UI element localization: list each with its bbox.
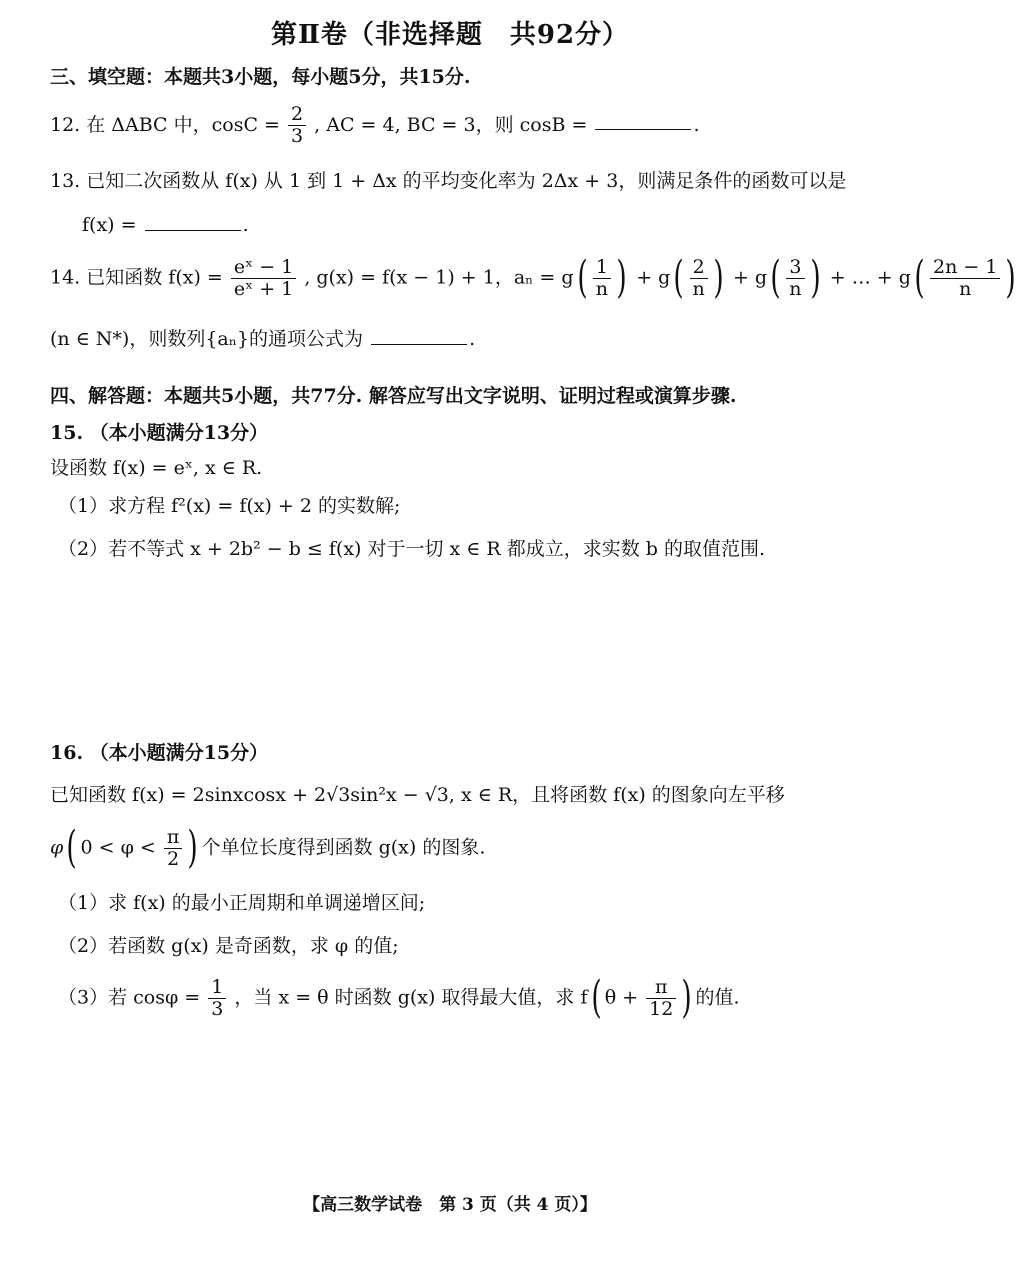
q14-frac-1-den: n bbox=[595, 277, 608, 300]
q16-heading: 16. （本小题满分15分） bbox=[50, 742, 269, 764]
q16-stem-line2-post: 个单位长度得到函数 g(x) 的图象. bbox=[201, 836, 486, 859]
q14-frac-k bbox=[930, 257, 1000, 300]
q15-stem: 设函数 f(x) = eˣ, x ∈ R. bbox=[50, 457, 263, 479]
q14-text-pre: 14. 已知函数 f(x) = bbox=[50, 266, 223, 289]
q14-f-fraction bbox=[231, 257, 296, 300]
question-14-line2 bbox=[50, 328, 475, 351]
q16-p3-num: 1 bbox=[208, 977, 226, 999]
page-footer: 【高三数学试卷 第 3 页（共 4 页）】 bbox=[303, 1195, 597, 1215]
q16-stem-line1: 已知函数 f(x) = 2sinxcosx + 2√3sin²x − √3, x ∈ R，且将函数 f(x) 的图象向左平移 bbox=[50, 784, 785, 806]
q14-frac-k-num: 2n − 1 bbox=[930, 257, 1000, 279]
q16-pi-half bbox=[164, 827, 183, 870]
q15-part-2: （2）若不等式 x + 2b² − b ≤ f(x) 对于一切 x ∈ R 都成立，求实数 b 的取值范围. bbox=[58, 538, 766, 560]
q16-pi-half-den: 2 bbox=[167, 847, 180, 870]
section4-heading: 四、解答题：本题共5小题，共77分. 解答应写出文字说明、证明过程或演算步骤. bbox=[50, 385, 737, 407]
q16-p3-pi-frac bbox=[646, 977, 676, 1020]
q12-frac-den: 3 bbox=[291, 124, 304, 147]
q16-p3-pi-den: 12 bbox=[649, 997, 674, 1020]
q14-end: . bbox=[469, 328, 476, 350]
q16-part-3: （3）若 cosφ = $\frac{1}{3}$ ，当 x = θ 时函数 g(x) 取得最大值，求 f( θ + $\frac{\pi}{12}$ ) 的值. bbox=[58, 972, 740, 1023]
q13-answer-blank[interactable] bbox=[145, 229, 241, 231]
q16-p3-pre: （3）若 cosφ = bbox=[58, 986, 201, 1009]
q14-plus-3: + … + g bbox=[829, 266, 911, 289]
q16-phi: φ bbox=[50, 836, 64, 859]
q14-frac-1-num: 1 bbox=[593, 257, 611, 279]
q14-line2-text: (n ∈ N*)，则数列{aₙ}的通项公式为 bbox=[50, 328, 364, 350]
q14-f-den: eˣ + 1 bbox=[233, 277, 294, 300]
q16-p3-den: 3 bbox=[211, 997, 224, 1020]
q16-p3-fraction bbox=[208, 977, 226, 1020]
q16-pi-half-num: π bbox=[164, 827, 183, 849]
q14-answer-blank[interactable] bbox=[371, 343, 467, 345]
q16-p3-inner: θ + bbox=[604, 986, 639, 1009]
question-12 bbox=[50, 104, 700, 147]
q14-text-mid: , g(x) = f(x − 1) + 1，aₙ = g bbox=[304, 266, 574, 289]
q16-stem-line2: φ( 0 < φ < $\frac{\pi}{2}$ ) 个单位长度得到函数 g(x) 的图象. bbox=[50, 822, 486, 873]
question-14-line1: 14. 已知函数 f(x) = $\frac{\text{eˣ − 1}}{\text{eˣ + 1}}$ , g(x) = f(x − 1) + 1，aₙ = g( $\frac{1}{n}$ ) + g( $\frac{2}{n}$ ) + g( $\frac{3}{n}$ ) + … + g( $\frac{2n - 1}{n}$ ) bbox=[50, 252, 1017, 303]
q16-p3-post: 的值. bbox=[695, 986, 740, 1009]
q16-part-2: （2）若函数 g(x) 是奇函数，求 φ 的值; bbox=[58, 935, 399, 957]
q14-plus-1: + g bbox=[636, 266, 671, 289]
q14-f-num: eˣ − 1 bbox=[231, 257, 296, 279]
q12-fraction bbox=[288, 104, 306, 147]
q15-heading: 15. （本小题满分13分） bbox=[50, 422, 269, 444]
section3-heading: 三、填空题：本题共3小题，每小题5分，共15分. bbox=[50, 66, 471, 88]
q16-p3-mid: ，当 x = θ 时函数 g(x) 取得最大值，求 f bbox=[234, 986, 588, 1009]
q12-frac-num: 2 bbox=[288, 104, 306, 126]
q15-part-1: （1）求方程 f²(x) = f(x) + 2 的实数解; bbox=[58, 495, 401, 517]
q14-frac-2-num: 2 bbox=[690, 257, 708, 279]
q12-end: . bbox=[693, 113, 700, 136]
q14-frac-3 bbox=[786, 257, 804, 300]
q16-part-1: （1）求 f(x) 的最小正周期和单调递增区间; bbox=[58, 892, 426, 914]
q12-text-pre: 12. 在 ΔABC 中，cosC = bbox=[50, 113, 280, 136]
page-title: 第Ⅱ卷（非选择题 共92分） bbox=[270, 20, 630, 50]
q16-p3-pi-num: π bbox=[646, 977, 676, 999]
q14-frac-k-den: n bbox=[959, 277, 972, 300]
q14-frac-1 bbox=[593, 257, 611, 300]
question-13-line1: 13. 已知二次函数从 f(x) 从 1 到 1 + Δx 的平均变化率为 2Δx + 3，则满足条件的函数可以是 bbox=[50, 170, 847, 192]
q14-frac-2 bbox=[690, 257, 708, 300]
q13-end: . bbox=[242, 214, 249, 236]
question-13-line2 bbox=[82, 214, 249, 237]
q14-frac-3-num: 3 bbox=[786, 257, 804, 279]
q14-frac-3-den: n bbox=[789, 277, 802, 300]
q16-phi-range: 0 < φ < bbox=[80, 836, 156, 859]
q12-answer-blank[interactable] bbox=[595, 128, 691, 130]
q14-frac-2-den: n bbox=[692, 277, 705, 300]
q13-fx: f(x) = bbox=[82, 214, 137, 236]
q14-plus-2: + g bbox=[732, 266, 768, 289]
q12-text-post: , AC = 4, BC = 3，则 cosB = bbox=[314, 113, 588, 136]
